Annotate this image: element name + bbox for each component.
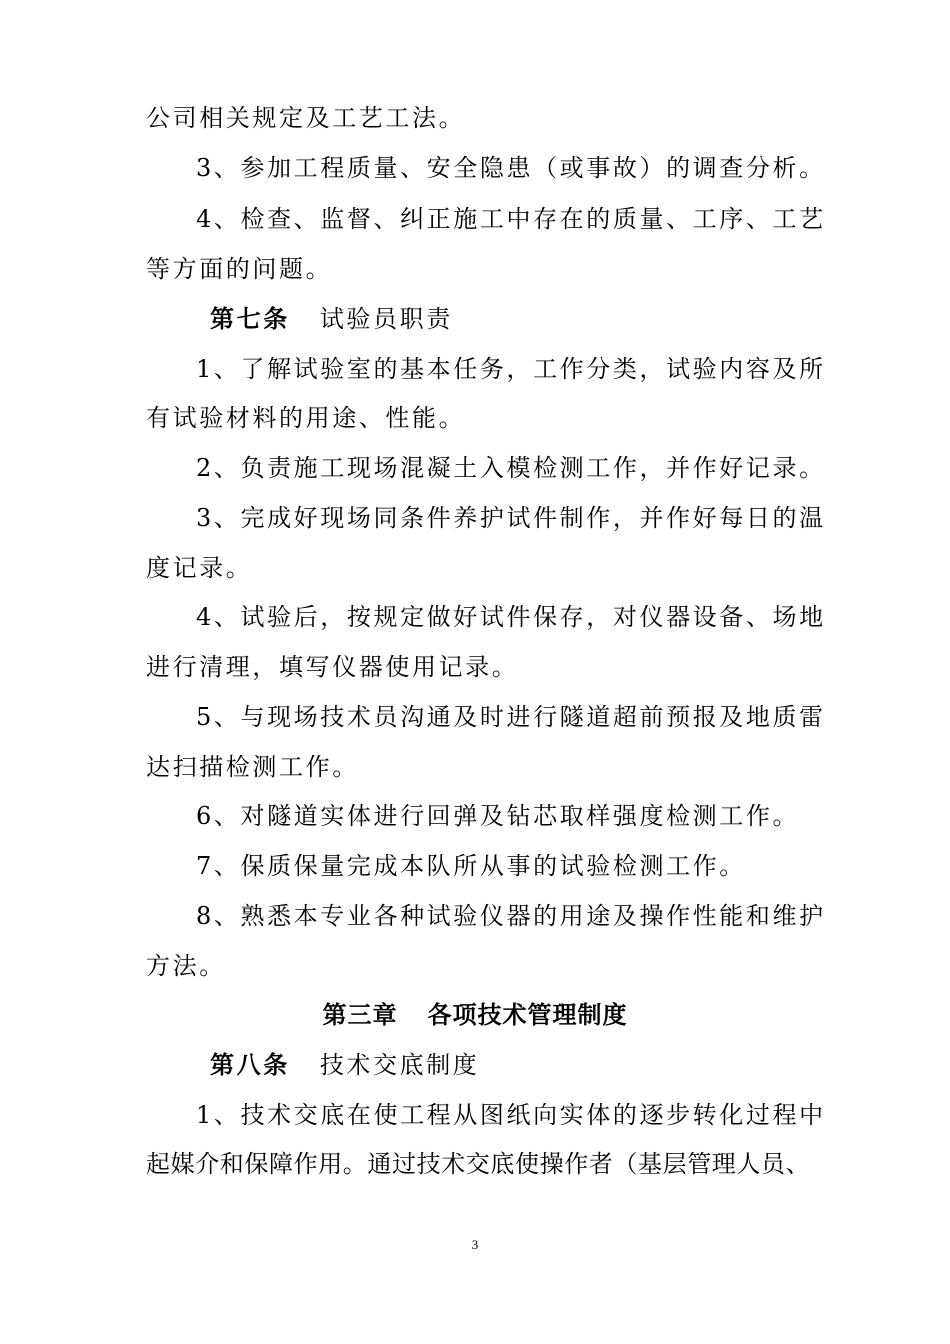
paragraph-line: 3、完成好现场同条件养护试件制作，并作好每日的温 [196,504,826,532]
paragraph-line: 有试验材料的用途、性能。 [146,404,466,432]
page-number: 3 [471,1237,479,1252]
paragraph-line: 1、了解试验室的基本任务，工作分类，试验内容及所 [196,355,826,383]
chapter-title: 各项技术管理制度 [427,1001,628,1029]
paragraph-line: 进行清理，填写仪器使用记录。 [146,653,519,681]
paragraph-line: 度记录。 [146,554,253,582]
chapter-heading [0,999,950,1031]
paragraph-line: 达扫描检测工作。 [146,753,359,781]
paragraph-line: 8、熟悉本专业各种试验仪器的用途及操作性能和维护 [196,902,826,930]
chapter-number: 第三章 [322,1001,398,1029]
article-heading [210,1049,479,1081]
paragraph-line: 公司相关规定及工艺工法。 [146,104,466,132]
paragraph-line: 6、对隧道实体进行回弹及钻芯取样强度检测工作。 [196,802,800,830]
article-heading [210,303,453,335]
article-title: 试验员职责 [319,305,453,333]
article-number: 第七条 [210,305,290,333]
paragraph-line: 3、参加工程质量、安全隐患（或事故）的调查分析。 [196,154,826,182]
paragraph-line: 1、技术交底在使工程从图纸向实体的逐步转化过程中 [196,1101,826,1129]
paragraph-line: 5、与现场技术员沟通及时进行隧道超前预报及地质雷 [196,703,826,731]
paragraph-line: 4、试验后，按规定做好试件保存，对仪器设备、场地 [196,603,826,631]
paragraph-line: 方法。 [146,952,226,980]
paragraph-line: 4、检查、监督、纠正施工中存在的质量、工序、工艺 [196,205,826,233]
paragraph-line: 7、保质保量完成本队所从事的试验检测工作。 [196,852,746,880]
article-title: 技术交底制度 [319,1051,480,1079]
paragraph-line: 起媒介和保障作用。通过技术交底使操作者（基层管理人员、 [146,1150,811,1178]
article-number: 第八条 [210,1051,290,1079]
paragraph-line: 等方面的问题。 [146,255,333,283]
paragraph-line: 2、负责施工现场混凝土入模检测工作，并作好记录。 [196,454,826,482]
